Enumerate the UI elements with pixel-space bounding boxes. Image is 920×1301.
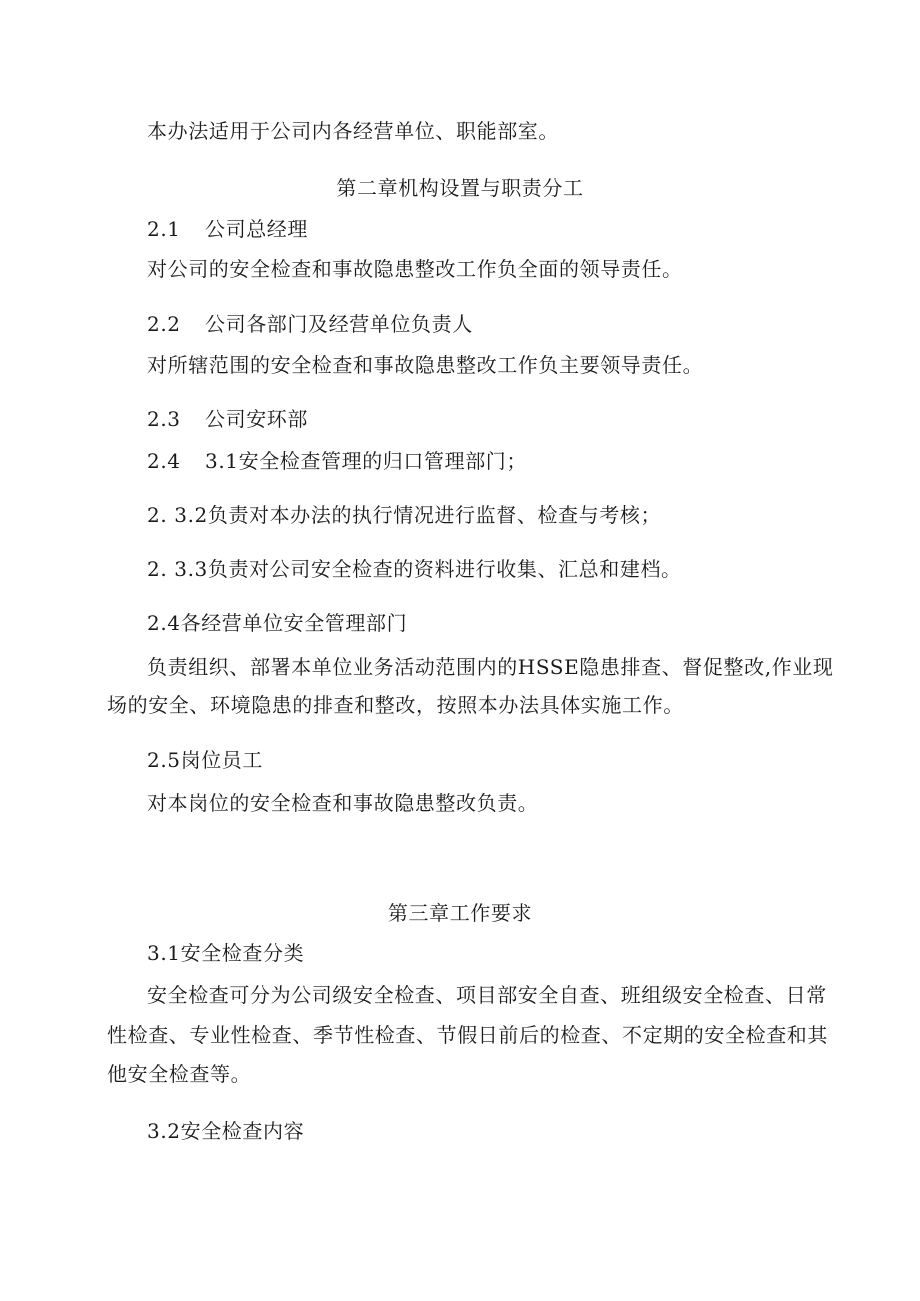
section-2-1-text: 对公司的安全检查和事故隐患整改工作负全面的领导责任。 (147, 257, 683, 281)
section-2-3-heading (147, 406, 308, 432)
section-3-2-heading: 3.2安全检查内容 (147, 1119, 305, 1143)
section-title: 公司总经理 (205, 217, 308, 241)
section-2-5-heading: 2.5岗位员工 (147, 748, 264, 772)
scope-paragraph: 本办法适用于公司内各经营单位、职能部室。 (147, 119, 559, 143)
section-title: 公司各部门及经营单位负责人 (205, 312, 473, 336)
section-title: 公司安环部 (205, 407, 308, 431)
item-text: 3.1安全检查管理的归口管理部门； (205, 449, 528, 473)
section-2-2-text: 对所辖范围的安全检查和事故隐患整改工作负主要领导责任。 (147, 353, 704, 377)
section-2-1-heading (147, 216, 308, 242)
chapter-2-title: 第二章机构设置与职责分工 (336, 176, 584, 200)
section-3-1-heading: 3.1安全检查分类 (147, 941, 305, 965)
section-2-4-text-line-1: 负责组织、部署本单位业务活动范围内的HSSE隐患排查、督促整改,作业现 (147, 655, 834, 679)
section-number: 2.4 (147, 449, 181, 473)
section-2-2-heading (147, 311, 473, 337)
section-2-4-text-line-2: 场的安全、环境隐患的排查和整改，按照本办法具体实施工作。 (107, 693, 684, 717)
section-2-4-heading: 2.4各经营单位安全管理部门 (147, 611, 408, 635)
item-3-2: 2. 3.2负责对本办法的执行情况进行监督、检查与考核； (147, 503, 662, 527)
section-number: 2.1 (147, 217, 181, 241)
chapter-3-title: 第三章工作要求 (387, 901, 533, 925)
section-2-4-item-3-1 (147, 448, 527, 474)
section-3-1-text-line-1: 安全检查可分为公司级安全检查、项目部安全自查、班组级安全检查、日常 (147, 983, 827, 1007)
section-3-1-text-line-2: 性检查、专业性检查、季节性检查、节假日前后的检查、不定期的安全检查和其 (107, 1023, 828, 1047)
section-2-5-text: 对本岗位的安全检查和事故隐患整改负责。 (147, 791, 539, 815)
section-number: 2.2 (147, 312, 181, 336)
section-number: 2.3 (147, 407, 181, 431)
section-3-1-text-line-3: 他安全检查等。 (107, 1062, 252, 1086)
item-3-3: 2. 3.3负责对公司安全检查的资料进行收集、汇总和建档。 (147, 557, 682, 581)
